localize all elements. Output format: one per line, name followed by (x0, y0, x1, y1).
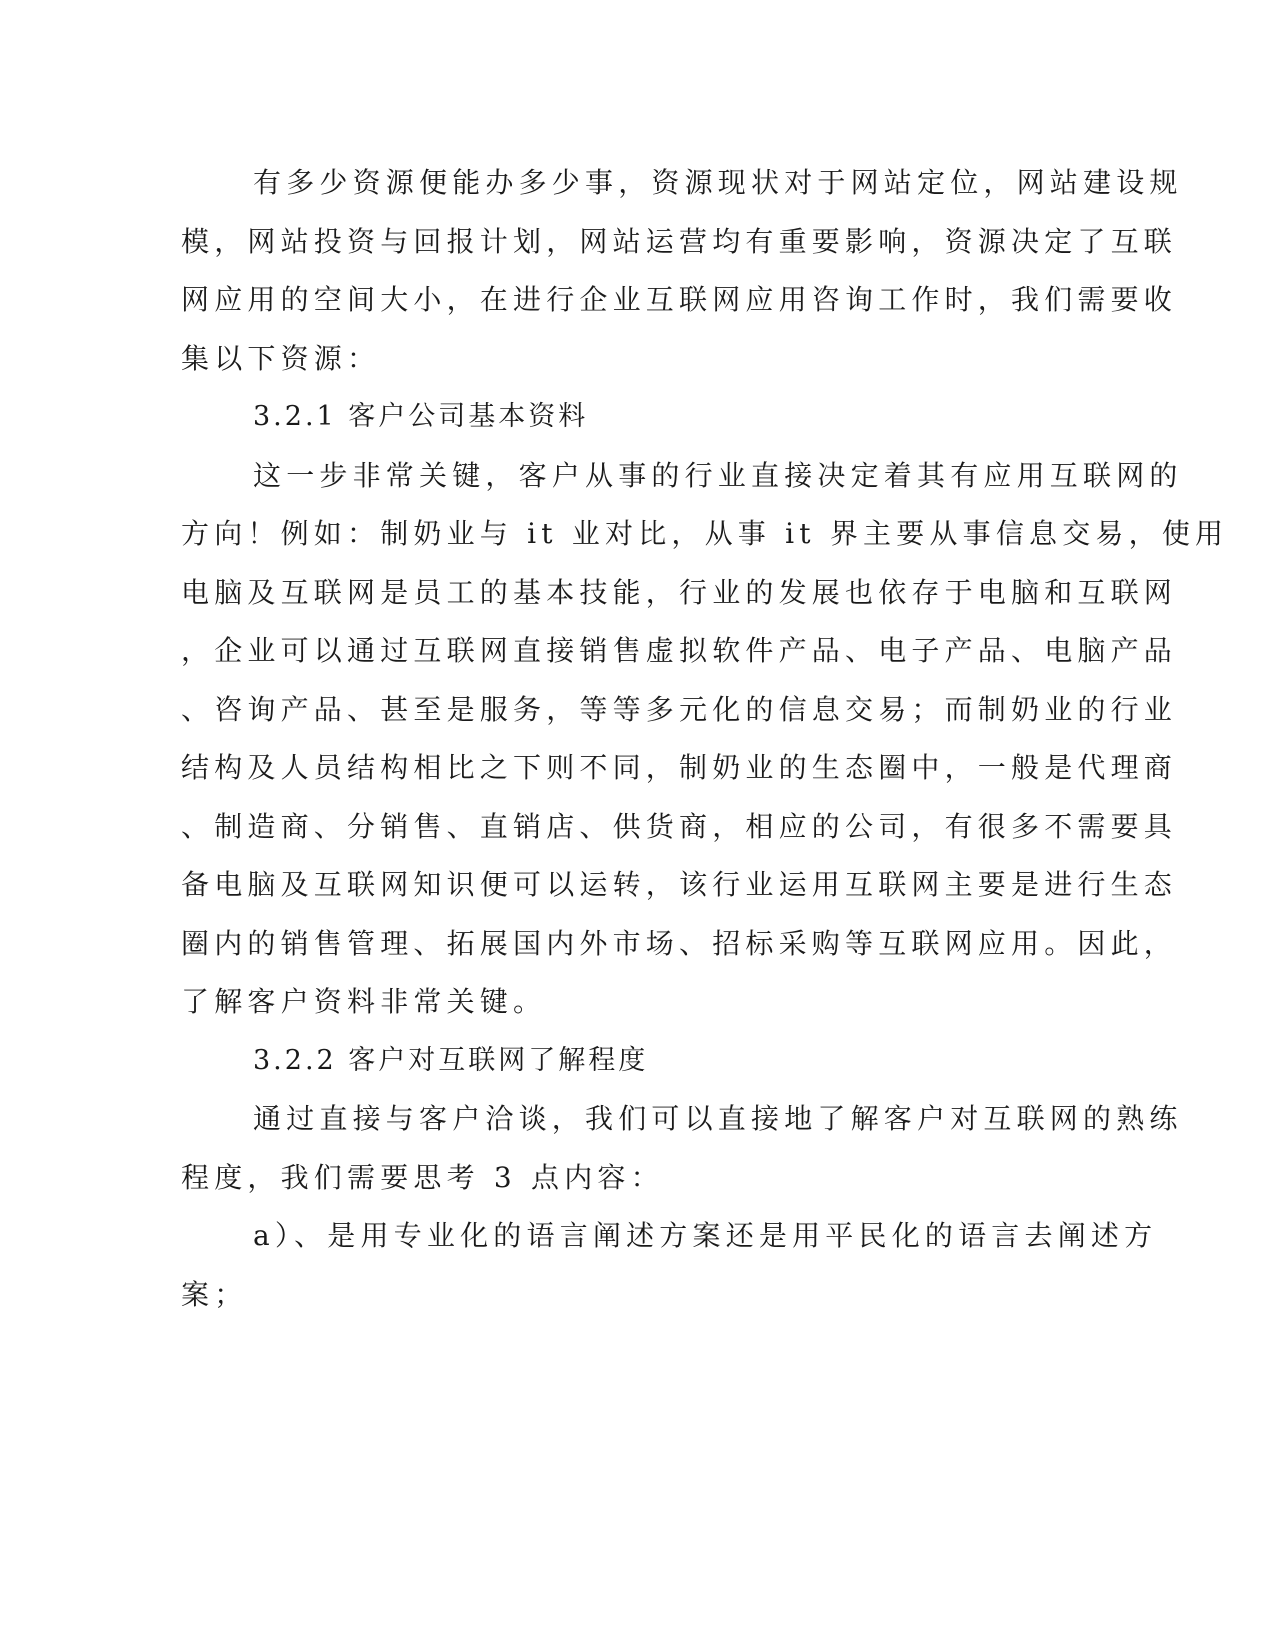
list-item-a-line: a）、是用专业化的语言阐述方案还是用平民化的语言去阐述方 (253, 1219, 1158, 1252)
paragraph-line: 、咨询产品、甚至是服务，等等多元化的信息交易；而制奶业的行业 (181, 692, 1178, 726)
paragraph-line: 圈内的销售管理、拓展国内外市场、招标采购等互联网应用。因此， (181, 926, 1178, 960)
paragraph-line: 程度，我们需要思考 3 点内容： (181, 1160, 664, 1194)
paragraph-line: 、制造商、分销售、直销店、供货商，相应的公司，有很多不需要具 (181, 809, 1178, 843)
paragraph-line: 模，网站投资与回报计划，网站运营均有重要影响，资源决定了互联 (181, 224, 1178, 258)
paragraph-line: 结构及人员结构相比之下则不同，制奶业的生态圈中，一般是代理商 (181, 751, 1178, 784)
section-heading-3-2-1: 3.2.1 客户公司基本资料 (253, 401, 589, 432)
paragraph-line: 了解客户资料非常关键。 (181, 985, 547, 1018)
list-item-a-line: 案； (181, 1277, 248, 1311)
paragraph-line: 方向！例如：制奶业与 it 业对比，从事 it 界主要从事信息交易，使用 (181, 517, 1229, 550)
paragraph-line: 网应用的空间大小，在进行企业互联网应用咨询工作时，我们需要收 (181, 283, 1178, 316)
paragraph-line: 电脑及互联网是员工的基本技能，行业的发展也依存于电脑和互联网 (181, 575, 1178, 609)
paragraph-line: ，企业可以通过互联网直接销售虚拟软件产品、电子产品、电脑产品 (181, 634, 1178, 667)
section-heading-3-2-2: 3.2.2 客户对互联网了解程度 (253, 1044, 649, 1076)
paragraph-line: 这一步非常关键，客户从事的行业直接决定着其有应用互联网的 (253, 458, 1183, 492)
paragraph-line: 有多少资源便能办多少事，资源现状对于网站定位，网站建设规 (253, 166, 1183, 199)
document-body (181, 163, 1229, 1333)
paragraph-line: 通过直接与客户洽谈，我们可以直接地了解客户对互联网的熟练 (253, 1102, 1183, 1135)
paragraph-line: 集以下资源： (181, 341, 381, 375)
paragraph-line: 备电脑及互联网知识便可以运转，该行业运用互联网主要是进行生态 (181, 868, 1178, 901)
